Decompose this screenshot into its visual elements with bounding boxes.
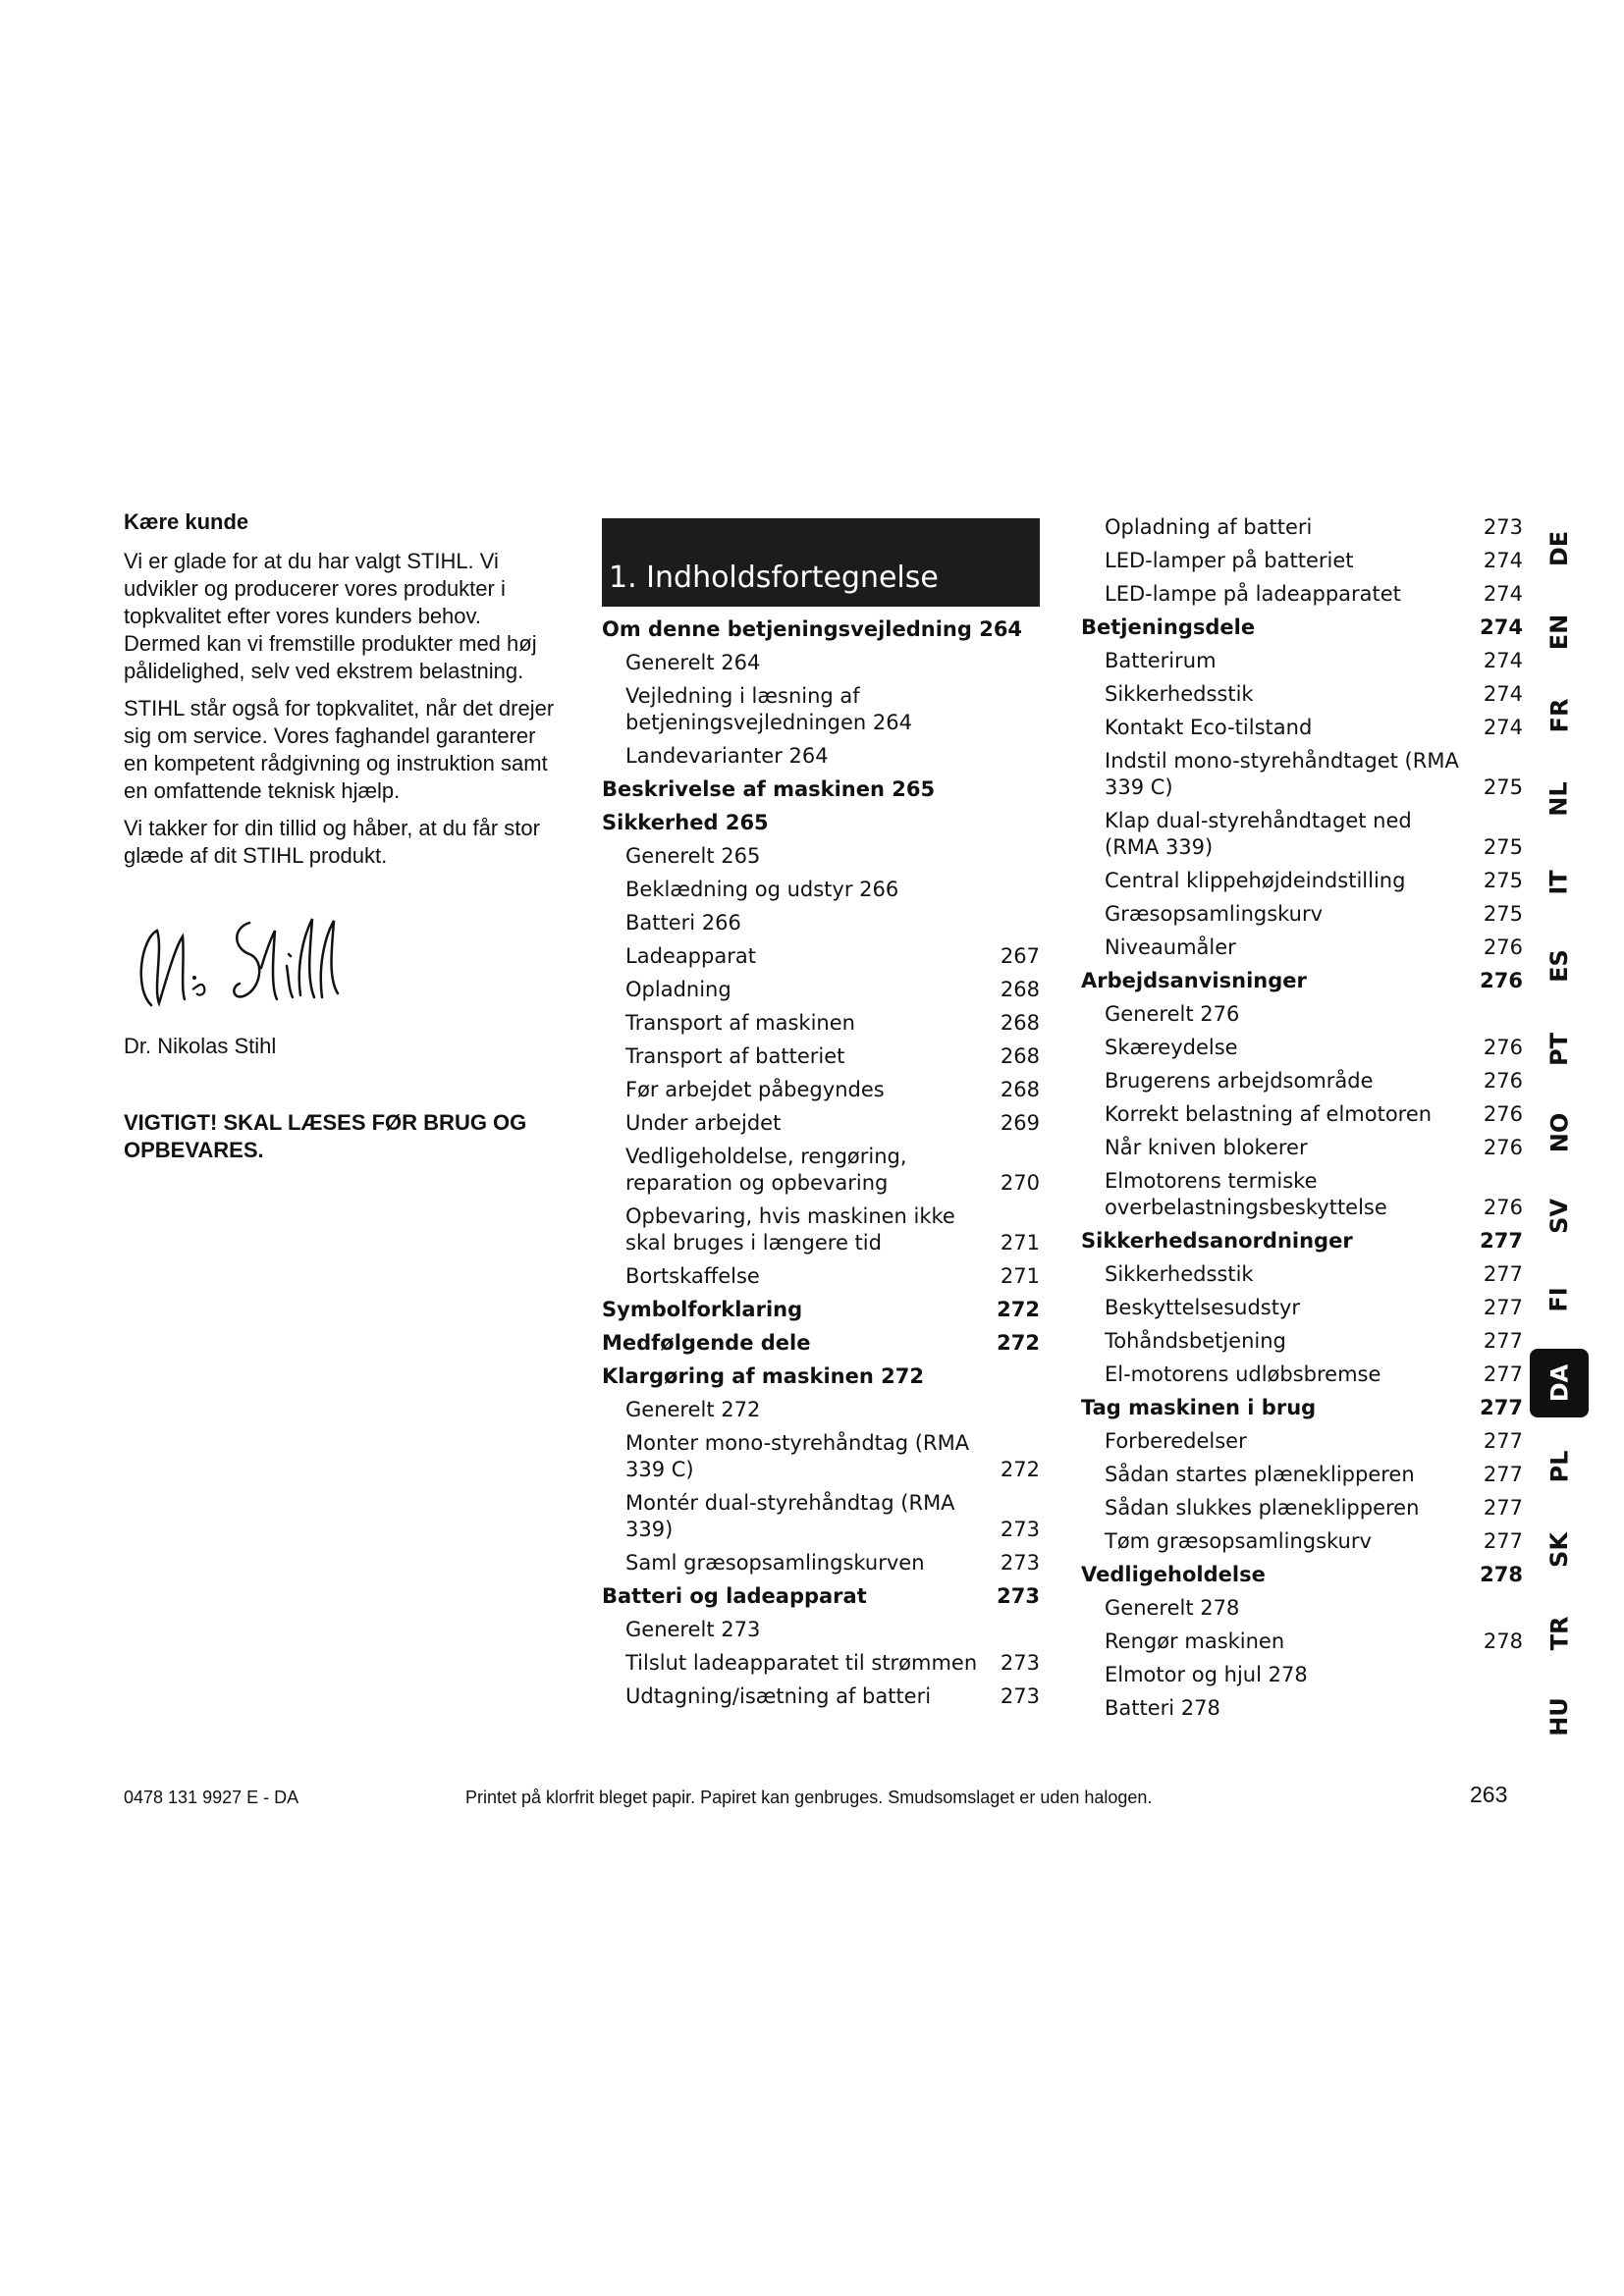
toc-entry-title: Når kniven blokerer (1105, 1136, 1308, 1159)
language-tab-label: EN (1544, 614, 1573, 651)
toc-entry[interactable] (602, 877, 1040, 903)
toc-entry-page: 278 (1483, 1629, 1523, 1653)
toc-entry[interactable] (1081, 1562, 1523, 1588)
toc-entry-title: Ladeapparat (625, 944, 756, 968)
handwritten-signature (124, 909, 556, 1027)
toc-entry-title: Transport af batteriet (625, 1044, 845, 1068)
toc-right-column (1081, 514, 1523, 1729)
toc-entry-title: Monter mono-styrehåndtag (RMA 339 C) (625, 1431, 970, 1481)
toc-entry-page: 277 (1483, 1429, 1523, 1453)
toc-list-middle (602, 616, 1040, 1710)
toc-entry-title: Kontakt Eco-tilstand (1105, 716, 1313, 739)
language-tab-label: HU (1544, 1697, 1573, 1736)
toc-entry-title: Elmotor og hjul 278 (1105, 1663, 1308, 1686)
document-code: 0478 131 9927 E - DA (124, 1788, 299, 1807)
toc-entry-title: Om denne betjeningsvejledning 264 (602, 617, 1023, 641)
language-tab-label: FI (1544, 1287, 1573, 1312)
toc-entry-page: 277 (1483, 1496, 1523, 1520)
toc-entry-title: Sikkerhed 265 (602, 811, 769, 834)
language-tab-en[interactable] (1530, 598, 1589, 667)
toc-entry-page: 275 (1483, 775, 1523, 799)
toc-entry-title: LED-lamper på batteriet (1105, 549, 1354, 572)
toc-entry-page: 271 (1000, 1264, 1040, 1288)
toc-entry[interactable] (1081, 901, 1523, 928)
language-tab-label: DA (1545, 1363, 1573, 1403)
language-tab-label: PL (1544, 1450, 1573, 1483)
toc-entry[interactable] (602, 650, 1040, 676)
language-tab-hu[interactable] (1530, 1682, 1589, 1751)
toc-entry[interactable] (602, 1683, 1040, 1710)
language-tab-pt[interactable] (1530, 1015, 1589, 1084)
toc-entry[interactable] (602, 1490, 1040, 1543)
toc-entry-page: 273 (997, 1584, 1040, 1608)
toc-entry-title: El-motorens udløbsbremse (1105, 1362, 1381, 1386)
toc-entry-page: 276 (1483, 1196, 1523, 1219)
toc-entry-page: 278 (1480, 1563, 1523, 1586)
toc-entry-title: Generelt 272 (625, 1398, 761, 1421)
toc-entry[interactable] (1081, 681, 1523, 708)
toc-middle-column (602, 518, 1040, 1717)
toc-entry[interactable] (1081, 1629, 1523, 1655)
toc-entry-title: Tohåndsbetjening (1105, 1329, 1286, 1353)
language-tab-label: DE (1544, 530, 1573, 567)
toc-entry-title: Elmotorens termiske overbelastningsbeskyttelse (1105, 1169, 1387, 1219)
toc-entry-title: Opbevaring, hvis maskinen ikke skal bruges i længere tid (625, 1204, 955, 1255)
toc-entry-title: Brugerens arbejdsområde (1105, 1069, 1374, 1093)
toc-entry[interactable] (602, 683, 1040, 736)
toc-entry-title: Arbejdsanvisninger (1081, 969, 1307, 992)
toc-entry-title: Sikkerhedsanordninger (1081, 1229, 1353, 1253)
toc-entry-title: Medfølgende dele (602, 1331, 811, 1355)
toc-entry-page: 277 (1483, 1296, 1523, 1319)
letter-paragraph: Vi er glade for at du har valgt STIHL. Vi udvikler og producerer vores produkter i topkvalitet efter vores kunders behov. Dermed kan vi fremstille produkter med høj pålidelighed, selv ved ekstrem belastning. (124, 549, 537, 683)
toc-entry-page: 276 (1483, 1136, 1523, 1159)
toc-entry-page: 277 (1483, 1463, 1523, 1486)
toc-entry[interactable] (602, 1297, 1040, 1323)
toc-entry-title: Tag maskinen i brug (1081, 1396, 1317, 1419)
toc-entry-title: Batterirum (1105, 649, 1217, 672)
toc-entry-title: Udtagning/isætning af batteri (625, 1684, 932, 1708)
toc-entry[interactable] (1081, 1662, 1523, 1688)
toc-entry[interactable] (602, 977, 1040, 1003)
toc-entry[interactable] (1081, 1328, 1523, 1355)
toc-entry-title: Rengør maskinen (1105, 1629, 1285, 1653)
letter-column (124, 508, 556, 1164)
language-tab-label: ES (1545, 949, 1573, 983)
toc-entry[interactable] (1081, 1035, 1523, 1061)
toc-entry-title: Sådan slukkes plæneklipperen (1105, 1496, 1420, 1520)
toc-entry-page: 274 (1483, 549, 1523, 572)
toc-entry[interactable] (602, 743, 1040, 770)
language-tab-pl[interactable] (1530, 1432, 1589, 1501)
toc-entry[interactable] (602, 1043, 1040, 1070)
letter-paragraph: STIHL står også for topkvalitet, når det drejer sig om service. Vores faghandel garanterer en kompetent rådgivning og instruktion samt en omfattende teknisk hjælp. (124, 696, 555, 803)
toc-entry[interactable] (1081, 808, 1523, 861)
toc-entry-title: LED-lampe på ladeapparatet (1105, 582, 1401, 606)
toc-entry-page: 273 (1000, 1551, 1040, 1575)
toc-heading: 1. Indholdsfortegnelse (602, 518, 1040, 607)
toc-entry[interactable] (1081, 1495, 1523, 1522)
toc-entry[interactable] (602, 1263, 1040, 1290)
toc-entry-page: 274 (1483, 582, 1523, 606)
toc-entry-title: Skæreydelse (1105, 1036, 1238, 1059)
toc-entry[interactable] (602, 1617, 1040, 1643)
toc-entry-title: Forberedelser (1105, 1429, 1247, 1453)
toc-entry-title: Opladning (625, 978, 731, 1001)
language-tab-label: PT (1545, 1033, 1573, 1066)
toc-entry[interactable] (602, 1550, 1040, 1576)
toc-entry[interactable] (1081, 1168, 1523, 1221)
toc-entry-title: Montér dual-styrehåndtag (RMA 339) (625, 1491, 955, 1541)
toc-entry-page: 276 (1483, 1102, 1523, 1126)
toc-entry[interactable] (602, 910, 1040, 936)
toc-entry-title: Generelt 278 (1105, 1596, 1240, 1620)
toc-entry[interactable] (1081, 934, 1523, 961)
language-tab-no[interactable] (1530, 1098, 1589, 1167)
toc-entry-page: 275 (1483, 902, 1523, 926)
toc-entry[interactable] (602, 1330, 1040, 1357)
toc-entry[interactable] (602, 776, 1040, 803)
toc-entry-title: Tilslut ladeapparatet til strømmen (625, 1651, 978, 1675)
toc-entry-title: Batteri og ladeapparat (602, 1584, 867, 1608)
toc-entry[interactable] (602, 1430, 1040, 1483)
toc-entry[interactable] (1081, 1068, 1523, 1095)
toc-entry[interactable] (1081, 968, 1523, 994)
toc-entry-page: 275 (1483, 869, 1523, 892)
toc-entry[interactable] (602, 943, 1040, 970)
toc-entry[interactable] (1081, 715, 1523, 741)
toc-entry-page: 274 (1480, 615, 1523, 639)
toc-entry-title: Generelt 265 (625, 844, 761, 868)
toc-entry-page: 277 (1483, 1262, 1523, 1286)
toc-entry[interactable] (602, 1110, 1040, 1137)
letter-greeting: Kære kunde (124, 509, 249, 534)
language-tab-sk[interactable] (1530, 1516, 1589, 1584)
toc-entry-page: 276 (1480, 969, 1523, 992)
toc-entry-title: Under arbejdet (625, 1111, 782, 1135)
toc-entry[interactable] (602, 616, 1040, 643)
language-tab-label: TR (1544, 1616, 1573, 1651)
toc-entry[interactable] (1081, 1135, 1523, 1161)
toc-entry-page: 272 (997, 1298, 1040, 1321)
toc-entry-title: Beskyttelsesudstyr (1105, 1296, 1301, 1319)
toc-entry[interactable] (602, 843, 1040, 870)
toc-entry[interactable] (1081, 1101, 1523, 1128)
toc-entry-page: 272 (1000, 1458, 1040, 1481)
toc-entry-title: Beklædning og udstyr 266 (625, 878, 899, 901)
toc-entry-title: Før arbejdet påbegyndes (625, 1078, 885, 1101)
toc-entry[interactable] (1081, 1595, 1523, 1622)
toc-entry-title: Sikkerhedsstik (1105, 1262, 1254, 1286)
language-tab-da[interactable] (1530, 1349, 1589, 1417)
toc-entry-title: Beskrivelse af maskinen 265 (602, 777, 936, 801)
toc-entry-page: 277 (1483, 1529, 1523, 1553)
toc-entry-title: Saml græsopsamlingskurven (625, 1551, 925, 1575)
toc-entry[interactable] (1081, 1362, 1523, 1388)
toc-entry-page: 272 (997, 1331, 1040, 1355)
toc-entry-page: 277 (1483, 1362, 1523, 1386)
toc-entry-page: 268 (1000, 1044, 1040, 1068)
toc-entry-title: Bortskaffelse (625, 1264, 760, 1288)
toc-entry-title: Generelt 273 (625, 1618, 761, 1641)
toc-entry[interactable] (1081, 581, 1523, 608)
toc-entry-page: 273 (1000, 1684, 1040, 1708)
toc-entry-title: Tøm græsopsamlingskurv (1105, 1529, 1372, 1553)
toc-entry[interactable] (602, 1583, 1040, 1610)
toc-entry-page: 274 (1483, 682, 1523, 706)
toc-entry-title: Vejledning i læsning af betjeningsvejledningen 264 (625, 684, 913, 734)
toc-entry[interactable] (1081, 548, 1523, 574)
letter-paragraph: Vi takker for din tillid og håber, at du får stor glæde af dit STIHL produkt. (124, 816, 540, 868)
toc-entry[interactable] (1081, 514, 1523, 541)
toc-entry-title: Central klippehøjdeindstilling (1105, 869, 1406, 892)
toc-entry[interactable] (1081, 1428, 1523, 1455)
toc-entry[interactable] (602, 1650, 1040, 1677)
toc-entry-title: Vedligeholdelse, rengøring, reparation og opbevaring (625, 1145, 907, 1195)
paper-note: Printet på klorfrit bleget papir. Papiret kan genbruges. Smudsomslaget er uden halogen. (465, 1788, 1153, 1807)
toc-entry[interactable] (1081, 1261, 1523, 1288)
toc-entry-title: Sikkerhedsstik (1105, 682, 1254, 706)
toc-entry[interactable] (1081, 1395, 1523, 1421)
language-tab-label: NO (1545, 1112, 1573, 1153)
language-tab-label: SK (1544, 1532, 1573, 1568)
toc-entry[interactable] (602, 1077, 1040, 1103)
page-number: 263 (1470, 1782, 1508, 1807)
toc-entry-page: 271 (1000, 1231, 1040, 1255)
toc-entry-title: Generelt 264 (625, 651, 761, 674)
toc-entry-page: 267 (1000, 944, 1040, 968)
toc-entry-title: Græsopsamlingskurv (1105, 902, 1324, 926)
toc-entry[interactable] (602, 810, 1040, 836)
toc-entry-page: 273 (1000, 1518, 1040, 1541)
language-tab-label: SV (1544, 1199, 1573, 1234)
toc-entry-page: 268 (1000, 978, 1040, 1001)
toc-entry-page: 269 (1000, 1111, 1040, 1135)
toc-entry-title: Vedligeholdelse (1081, 1563, 1266, 1586)
toc-entry-title: Klargøring af maskinen 272 (602, 1364, 924, 1388)
toc-entry-page: 275 (1483, 835, 1523, 859)
toc-entry-title: Symbolforklaring (602, 1298, 803, 1321)
toc-entry-title: Indstil mono-styrehåndtaget (RMA 339 C) (1105, 749, 1459, 799)
language-tab-fr[interactable] (1530, 681, 1589, 750)
toc-entry-title: Klap dual-styrehåndtaget ned (RMA 339) (1105, 809, 1412, 859)
language-tab-sv[interactable] (1530, 1182, 1589, 1251)
toc-entry-page: 273 (1483, 515, 1523, 539)
toc-entry-title: Generelt 276 (1105, 1002, 1240, 1026)
toc-entry-page: 276 (1483, 1036, 1523, 1059)
toc-entry-title: Batteri 266 (625, 911, 741, 934)
language-tab-it[interactable] (1530, 848, 1589, 917)
toc-entry-title: Transport af maskinen (625, 1011, 855, 1035)
toc-entry-title: Korrekt belastning af elmotoren (1105, 1102, 1433, 1126)
language-tab-label: IT (1545, 870, 1573, 895)
toc-entry[interactable] (1081, 1462, 1523, 1488)
warning-text: VIGTIGT! SKAL LÆSES FØR BRUG OG OPBEVARES. (124, 1110, 527, 1162)
toc-entry-title: Opladning af batteri (1105, 515, 1313, 539)
language-tab-de[interactable] (1530, 514, 1589, 583)
toc-entry[interactable] (1081, 1228, 1523, 1255)
toc-entry[interactable] (602, 1363, 1040, 1390)
toc-entry-title: Niveaumåler (1105, 935, 1236, 959)
toc-entry-title: Betjeningsdele (1081, 615, 1256, 639)
language-tab-nl[interactable] (1530, 765, 1589, 833)
toc-entry[interactable] (1081, 1695, 1523, 1722)
toc-entry-page: 276 (1483, 935, 1523, 959)
toc-entry[interactable] (602, 1203, 1040, 1256)
toc-entry[interactable] (1081, 614, 1523, 641)
toc-entry-page: 270 (1000, 1171, 1040, 1195)
toc-entry-page: 273 (1000, 1651, 1040, 1675)
language-tab-tr[interactable] (1530, 1599, 1589, 1668)
language-tab-label: FR (1545, 698, 1573, 733)
toc-entry[interactable] (1081, 1528, 1523, 1555)
toc-entry-page: 277 (1480, 1396, 1523, 1419)
toc-entry-page: 274 (1483, 649, 1523, 672)
toc-entry[interactable] (1081, 1295, 1523, 1321)
toc-entry[interactable] (1081, 748, 1523, 801)
toc-entry-page: 268 (1000, 1011, 1040, 1035)
toc-entry-page: 274 (1483, 716, 1523, 739)
language-tab-es[interactable] (1530, 932, 1589, 1000)
toc-entry-page: 268 (1000, 1078, 1040, 1101)
signer-name: Dr. Nikolas Stihl (124, 1034, 277, 1058)
toc-entry[interactable] (602, 1010, 1040, 1037)
toc-entry[interactable] (602, 1397, 1040, 1423)
toc-entry-title: Sådan startes plæneklipperen (1105, 1463, 1415, 1486)
toc-entry-title: Landevarianter 264 (625, 744, 829, 768)
toc-list-right (1081, 514, 1523, 1722)
toc-entry[interactable] (1081, 648, 1523, 674)
toc-entry[interactable] (602, 1144, 1040, 1197)
language-tab-fi[interactable] (1530, 1265, 1589, 1334)
language-tab-label: NL (1544, 781, 1573, 817)
toc-entry[interactable] (1081, 1001, 1523, 1028)
toc-entry-page: 276 (1483, 1069, 1523, 1093)
toc-entry-title: Batteri 278 (1105, 1696, 1220, 1720)
toc-entry-page: 277 (1483, 1329, 1523, 1353)
toc-entry[interactable] (1081, 868, 1523, 894)
signature-graphic (124, 909, 359, 1027)
toc-entry-page: 277 (1480, 1229, 1523, 1253)
